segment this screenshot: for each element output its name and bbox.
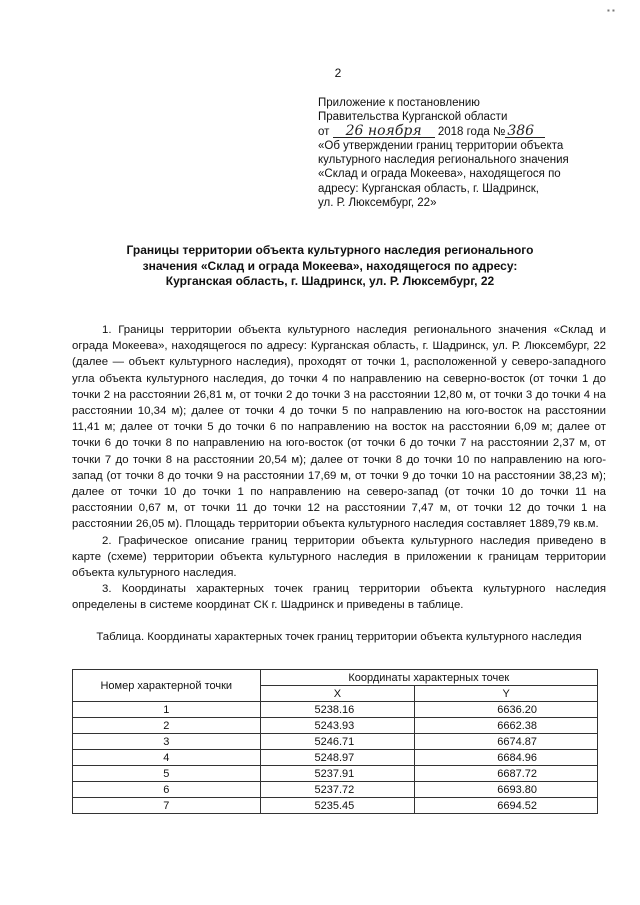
coordinates-table: [72, 669, 598, 814]
appendix-line: культурного наследия регионального значения: [318, 154, 569, 167]
appendix-line: «Склад и ограда Мокеева», находящегося по: [318, 168, 561, 181]
cell-y: 6636.20: [415, 702, 598, 718]
cell-y: 6662.38: [415, 718, 598, 734]
cell-x: 5243.93: [260, 718, 415, 734]
title-line: значения «Склад и ограда Мокеева», находящегося по адресу:: [142, 258, 518, 273]
cell-point: 7: [73, 798, 261, 814]
table-row: [73, 702, 598, 718]
title-line: Курганская область, г. Шадринск, ул. Р. Люксембург, 22: [165, 274, 495, 288]
year-text: 2018 года №: [437, 125, 506, 138]
cell-x: 5237.91: [260, 766, 415, 782]
cell-x: 5246.71: [260, 734, 415, 750]
from-label: от: [318, 125, 330, 138]
appendix-header: [318, 96, 618, 210]
appendix-line: Правительства Курганской области: [318, 111, 508, 124]
appendix-line: ул. Р. Люксембург, 22»: [318, 197, 437, 210]
page-number: 2: [334, 66, 342, 80]
cell-point: 2: [73, 718, 261, 734]
handwritten-number: 386: [505, 125, 545, 138]
appendix-line: «Об утверждении границ территории объекта: [318, 139, 564, 152]
cell-point: 4: [73, 750, 261, 766]
paragraph-2: 2. Графическое описание границ территории объекта культурного наследия приведено в карте (схеме) территории объекта культурного наследия в приложении к границам территории объекта культурного наследия.: [72, 534, 606, 580]
appendix-line: адресу: Курганская область, г. Шадринск,: [318, 182, 539, 195]
paragraph-3: 3. Координаты характерных точек границ территории объекта культурного наследия определены в системе координат СК г. Шадринск и приведены в таблице.: [72, 583, 606, 612]
cell-x: 5238.16: [260, 702, 415, 718]
cell-x: 5235.45: [260, 798, 415, 814]
cell-point: 5: [73, 766, 261, 782]
table-row: [73, 734, 598, 750]
cell-point: 6: [73, 782, 261, 798]
cell-point: 1: [73, 702, 261, 718]
appendix-date-line: [318, 122, 618, 139]
document-title: [90, 243, 570, 290]
handwritten-date: 26 ноября: [333, 125, 435, 138]
table-row: [73, 766, 598, 782]
table-row: [73, 750, 598, 766]
cell-y: 6693.80: [415, 782, 598, 798]
scan-mark: ▪ ▪: [607, 6, 615, 15]
header-x: X: [260, 686, 415, 702]
cell-y: 6684.96: [415, 750, 598, 766]
cell-x: 5237.72: [260, 782, 415, 798]
paragraph-1: 1. Границы территории объекта культурного наследия регионального значения «Склад и ограда Мокеева», находящегося по адресу: Курганская область, г. Шадринск, ул. Р. Люксембург, 22 (далее — объект культурного наследия), проходят от точки 1, расположенной у северо-западного угла объекта культурного наследия, до точки 4 по направлению на северно-восток (от точки 1 до точки 2 на расстоянии 26,81 м, от точки 2 до точки 3 на расстоянии 12,80 м, от точки 3 до точки 4 на расстоянии 10,34 м); далее от точки 4 до точки 5 по направлению на юго-восток на расстоянии 11,41 м; далее от точки 5 до точки 6 по направлению на восток на расстоянии 6,09 м; далее от точки 6 до точки 8 по направлению на юго-восток (от точки 6 до точки 7 на расстоянии 2,37 м, от точки 7 до точки 8 на расстоянии 20,54 м); далее от точки 8 до точки 10 по направлению на юго-запад (от точки 8 до точки 9 на расстоянии 17,69 м, от точки 9 до точки 10 на расстоянии 38,23 м); далее от точки 10 до точки 1 по направлению на северо-запад (от точки 10 до точки 11 на расстоянии 0,67 м, от точки 11 до точки 12 на расстоянии 7,47 м, от точки 12 до точки 1 на расстоянии 26,05 м). Площадь территории объекта культурного наследия составляет 1889,79 кв.м.: [72, 324, 606, 531]
cell-y: 6687.72: [415, 766, 598, 782]
table-row: [73, 718, 598, 734]
header-point-number: Номер характерной точки: [73, 670, 261, 702]
table-row: [73, 782, 598, 798]
cell-y: 6674.87: [415, 734, 598, 750]
header-y: Y: [415, 686, 598, 702]
cell-y: 6694.52: [415, 798, 598, 814]
body-text: [72, 322, 606, 614]
header-coordinates: Координаты характерных точек: [260, 670, 597, 686]
cell-point: 3: [73, 734, 261, 750]
title-line: Границы территории объекта культурного наследия регионального: [126, 243, 534, 257]
table-row: [73, 798, 598, 814]
table-caption: Таблица. Координаты характерных точек границ территории объекта культурного наследия: [96, 631, 582, 643]
cell-x: 5248.97: [260, 750, 415, 766]
appendix-line: Приложение к постановлению: [318, 97, 480, 109]
